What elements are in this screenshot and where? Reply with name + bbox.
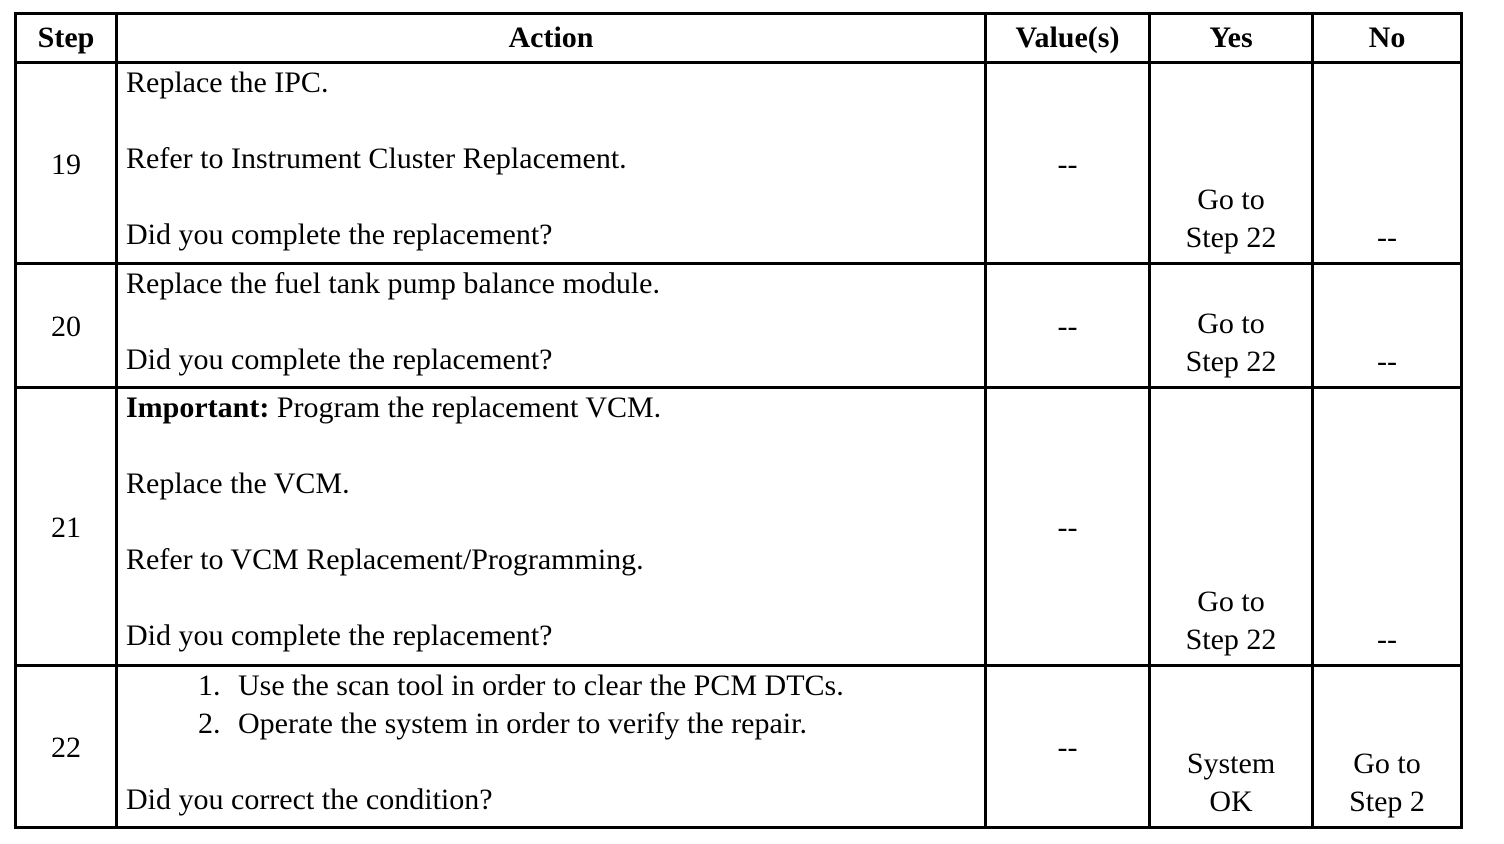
value-cell: -- bbox=[1057, 148, 1078, 181]
table-row bbox=[16, 63, 1462, 264]
table-row bbox=[16, 666, 1462, 828]
header-yes: Yes bbox=[1150, 14, 1313, 63]
yes-cell: Go to Step 22 bbox=[1185, 307, 1277, 378]
table-row bbox=[16, 264, 1462, 388]
yes-cell: System OK bbox=[1186, 747, 1276, 818]
diagnostic-table bbox=[14, 12, 1463, 829]
important-label: Important: bbox=[126, 391, 270, 424]
step-number: 20 bbox=[51, 310, 81, 343]
value-cell: -- bbox=[1057, 731, 1078, 764]
no-cell: -- bbox=[1377, 345, 1397, 378]
list-item: 2. Operate the system in order to verify the repair. bbox=[228, 705, 984, 743]
action-text: Important: Program the replacement VCM. Replace the VCM. Refer to VCM Replacement/Programming. Did you complete the replacement? bbox=[126, 391, 662, 652]
no-cell: -- bbox=[1377, 221, 1397, 254]
action-text: Replace the IPC. Refer to Instrument Cluster Replacement. Did you complete the replacement? bbox=[126, 66, 627, 251]
step-number: 21 bbox=[51, 511, 81, 544]
header-no: No bbox=[1313, 14, 1462, 63]
value-cell: -- bbox=[1057, 511, 1078, 544]
yes-cell: Go to Step 22 bbox=[1185, 183, 1277, 254]
yes-cell: Go to Step 22 bbox=[1185, 585, 1277, 656]
no-cell: -- bbox=[1377, 623, 1397, 656]
header-values: Value(s) bbox=[986, 14, 1150, 63]
header-row bbox=[16, 14, 1462, 63]
header-step: Step bbox=[16, 14, 117, 63]
header-action: Action bbox=[117, 14, 986, 63]
procedure-list bbox=[126, 667, 984, 743]
value-cell: -- bbox=[1057, 310, 1078, 343]
step-number: 19 bbox=[51, 148, 81, 181]
table-row bbox=[16, 388, 1462, 666]
no-cell: Go to Step 2 bbox=[1349, 747, 1425, 818]
action-text: Replace the fuel tank pump balance module. Did you complete the replacement? bbox=[126, 267, 660, 376]
list-item: 1. Use the scan tool in order to clear the PCM DTCs. bbox=[228, 667, 984, 705]
step-number: 22 bbox=[51, 731, 81, 764]
action-text: 1. Use the scan tool in order to clear the PCM DTCs. 2. Operate the system in order to verify the repair. Did you correct the condition? bbox=[118, 667, 984, 819]
